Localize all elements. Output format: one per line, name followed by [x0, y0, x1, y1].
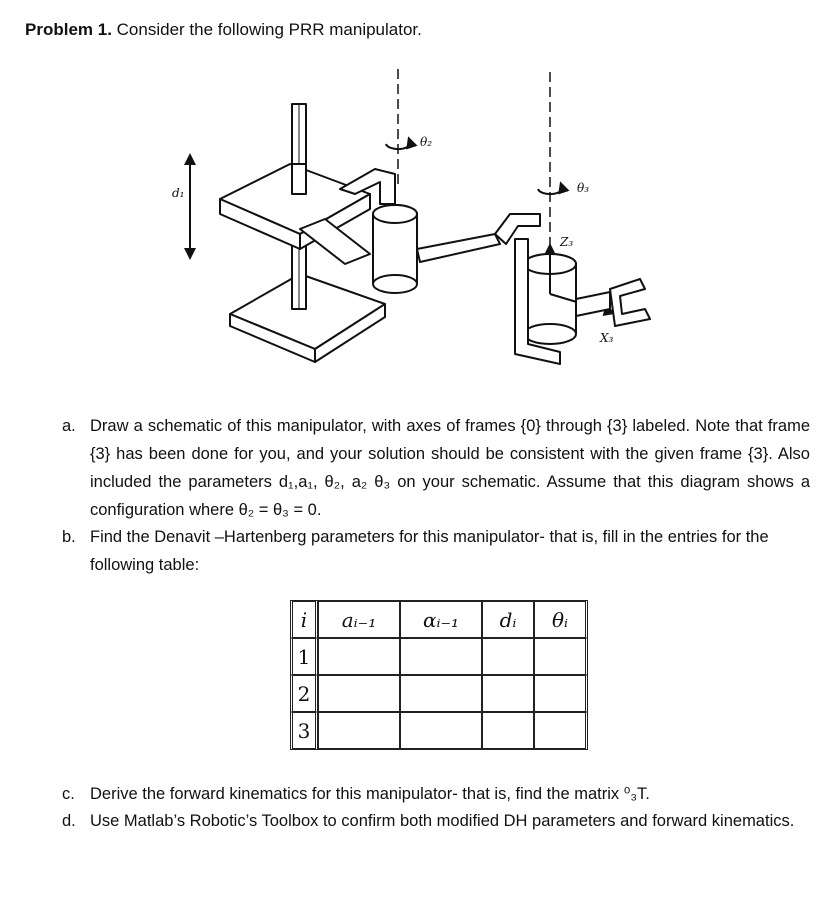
link-2 [417, 234, 500, 262]
cell [400, 712, 482, 750]
cell [318, 638, 400, 675]
row-index: 2 [290, 675, 318, 712]
table-row [290, 638, 588, 675]
item-c [62, 780, 810, 808]
cell [318, 712, 400, 750]
item-c-text: Derive the forward kinematics for this manipulator- that is, find the matrix ⁰₃T. [90, 785, 650, 803]
header-theta: θᵢ [534, 600, 588, 638]
theta2-label: θ₂ [420, 135, 433, 149]
row-index: 3 [290, 712, 318, 750]
item-d-text: Use Matlab’s Robotic’s Toolbox to confirm both modified DH parameters and forward kinematics. [90, 812, 795, 830]
d1-label: d₁ [172, 186, 185, 200]
cell [534, 638, 588, 675]
item-a-label: a. [62, 417, 76, 435]
cell [400, 675, 482, 712]
item-a [62, 412, 810, 524]
header-a: aᵢ₋₁ [318, 600, 400, 638]
item-b-label: b. [62, 528, 76, 546]
base-plate [230, 274, 385, 349]
header-i: i [290, 600, 318, 638]
gripper [576, 292, 610, 316]
item-b-text: Find the Denavit –Hartenberg parameters for this manipulator- that is, fill in the entries for the following table: [90, 528, 769, 574]
cell [318, 675, 400, 712]
item-c-label: c. [62, 785, 75, 803]
problem-title [25, 20, 422, 40]
problem-label: Problem 1. [25, 20, 112, 39]
cell [482, 675, 534, 712]
header-d: dᵢ [482, 600, 534, 638]
table-header-row [290, 600, 588, 638]
table-row [290, 675, 588, 712]
cell [482, 638, 534, 675]
dh-parameter-table [290, 600, 588, 750]
manipulator-figure [140, 64, 700, 394]
header-alpha: αᵢ₋₁ [400, 600, 482, 638]
z3-label: Z₃ [560, 235, 574, 249]
problem-text: Consider the following PRR manipulator. [111, 20, 422, 39]
cell [534, 712, 588, 750]
item-d [62, 807, 810, 835]
cell [400, 638, 482, 675]
item-a-text: Draw a schematic of this manipulator, with axes of frames {0} through {3} labeled. Note that frame {3} has been done for you, and your solution should be consistent with the given frame {3}. Also included the parameters d₁,a₁, θ₂, a₂ θ₃ on your schematic. Assume that this diagram shows a configuration where θ₂ = θ₃ = 0. [90, 417, 810, 519]
cell [534, 675, 588, 712]
item-b [62, 523, 810, 579]
x3-label: X₃ [600, 331, 614, 345]
theta3-label: θ₃ [577, 181, 590, 195]
table-row [290, 712, 588, 750]
item-d-label: d. [62, 812, 76, 830]
cell [482, 712, 534, 750]
row-index: 1 [290, 638, 318, 675]
